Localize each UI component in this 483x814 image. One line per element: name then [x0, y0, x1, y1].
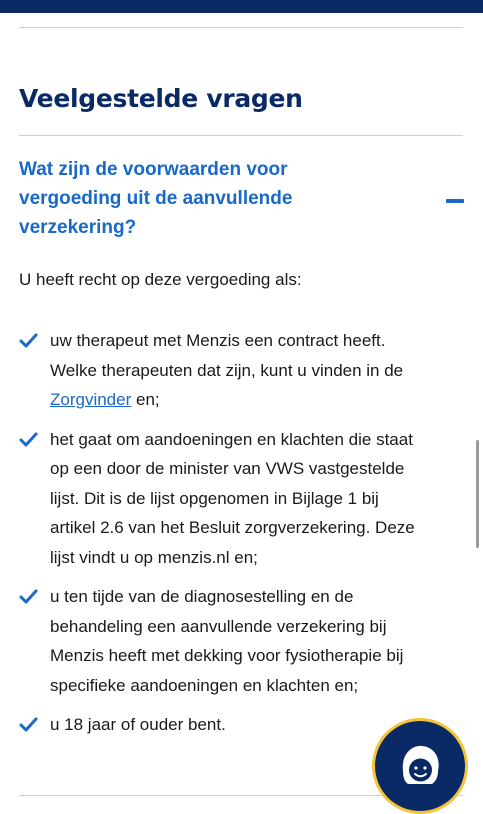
minus-icon[interactable] [446, 199, 464, 203]
check-icon [19, 333, 38, 348]
list-item-text: u ten tijde van de diagnosestelling en de behandeling een aanvullende verzekering bij Menzis heeft met dekking voor fysiotherapie bij specifieke aandoeningen en klachten en; [50, 587, 404, 695]
list-item-text: het gaat om aandoeningen en klachten die staat op een door de minister van VWS vastgestelde lijst. Dit is de lijst opgenomen in Bijlage 1 bij artikel 2.6 van het Besluit zorgverzekering. Deze lijst vindt u op menzis.nl en; [50, 429, 415, 567]
faq-question-toggle[interactable]: Wat zijn de voorwaarden voor vergoeding uit de aanvullende verzekering? [19, 159, 293, 238]
list-item-text: uw therapeut met Menzis een contract heeft. Welke therapeuten dat zijn, kunt u vinden in de [50, 331, 404, 380]
section-title: Veelgestelde vragen [19, 84, 303, 113]
check-icon [19, 717, 38, 732]
check-icon [19, 589, 38, 604]
faq-answer-intro: U heeft recht op deze vergoeding als: [19, 270, 302, 289]
criteria-list [19, 326, 419, 750]
list-item-text-end: en; [131, 390, 160, 409]
list-item [19, 425, 419, 573]
scrollbar-thumb[interactable] [476, 440, 479, 548]
list-item [19, 710, 419, 740]
list-item-text: u 18 jaar of ouder bent. [50, 715, 226, 734]
assistant-avatar-icon [395, 741, 445, 791]
chat-button-face [375, 721, 465, 811]
list-item [19, 326, 419, 415]
zorgvinder-link[interactable]: Zorgvinder [50, 390, 132, 409]
top-header-bar [0, 0, 483, 13]
divider-top [19, 27, 463, 28]
check-icon [19, 432, 38, 447]
list-item [19, 582, 419, 700]
divider-title [19, 135, 463, 136]
